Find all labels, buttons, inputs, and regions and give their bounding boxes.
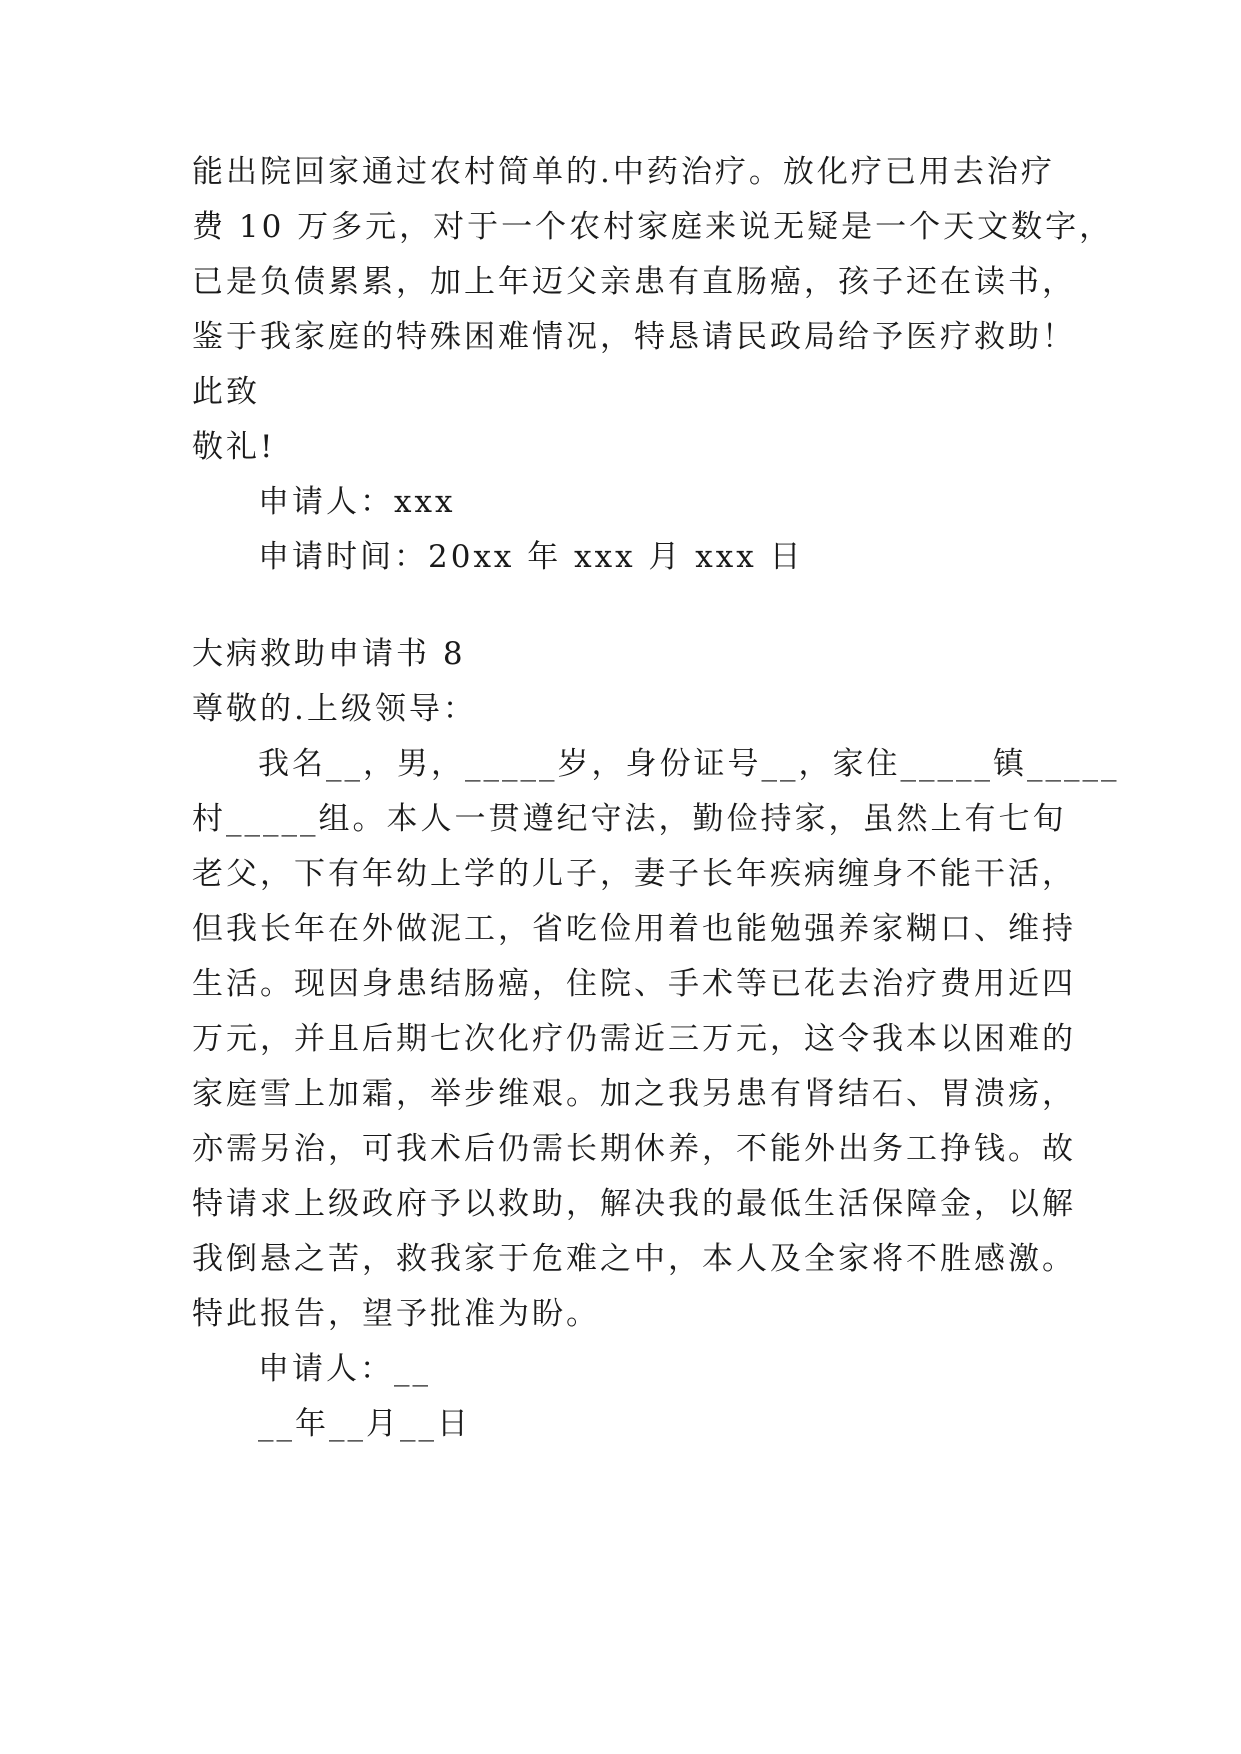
paragraph-line: 生活。现因身患结肠癌，住院、手术等已花去治疗费用近四 [192,966,1076,1002]
paragraph-line: 但我长年在外做泥工，省吃俭用着也能勉强养家糊口、维持 [192,911,1076,947]
paragraph-line: 特此报告，望予批准为盼。 [192,1296,600,1332]
paragraph-line: 老父，下有年幼上学的儿子，妻子长年疾病缠身不能干活， [192,856,1076,892]
paragraph-line: 亦需另治，可我术后仍需长期休养，不能外出务工挣钱。故 [192,1131,1076,1167]
section-title: 大病救助申请书 8 [192,636,466,672]
paragraph-line: 能出院回家通过农村简单的.中药治疗。放化疗已用去治疗 [192,154,1055,190]
paragraph-line: 村_____组。本人一贯遵纪守法，勤俭持家，虽然上有七旬 [192,801,1067,837]
paragraph-line: 我倒悬之苦，救我家于危难之中，本人及全家将不胜感激。 [192,1241,1076,1277]
date-line: __年__月__日 [258,1406,471,1442]
applicant-line: 申请人：__ [258,1351,431,1387]
paragraph-line: 特请求上级政府予以救助，解决我的最低生活保障金，以解 [192,1186,1076,1222]
applicant-line: 申请人：xxx [258,484,456,520]
paragraph-line: 万元，并且后期七次化疗仍需近三万元，这令我本以困难的 [192,1021,1076,1057]
paragraph-line: 我名__，男，_____岁，身份证号__，家住_____镇_____ [258,746,1120,782]
paragraph-line: 鉴于我家庭的特殊困难情况，特恳请民政局给予医疗救助！ [192,319,1076,355]
paragraph-line: 已是负债累累，加上年迈父亲患有直肠癌，孩子还在读书， [192,264,1076,300]
closing-line: 敬礼! [192,429,276,465]
paragraph-line: 家庭雪上加霜，举步维艰。加之我另患有肾结石、胃溃疡， [192,1076,1076,1112]
salutation: 尊敬的.上级领导： [192,691,477,727]
date-line: 申请时间：20xx 年 xxx 月 xxx 日 [258,539,804,575]
closing-line: 此致 [192,374,260,410]
paragraph-line: 费 10 万多元，对于一个农村家庭来说无疑是一个天文数字， [192,209,1114,245]
